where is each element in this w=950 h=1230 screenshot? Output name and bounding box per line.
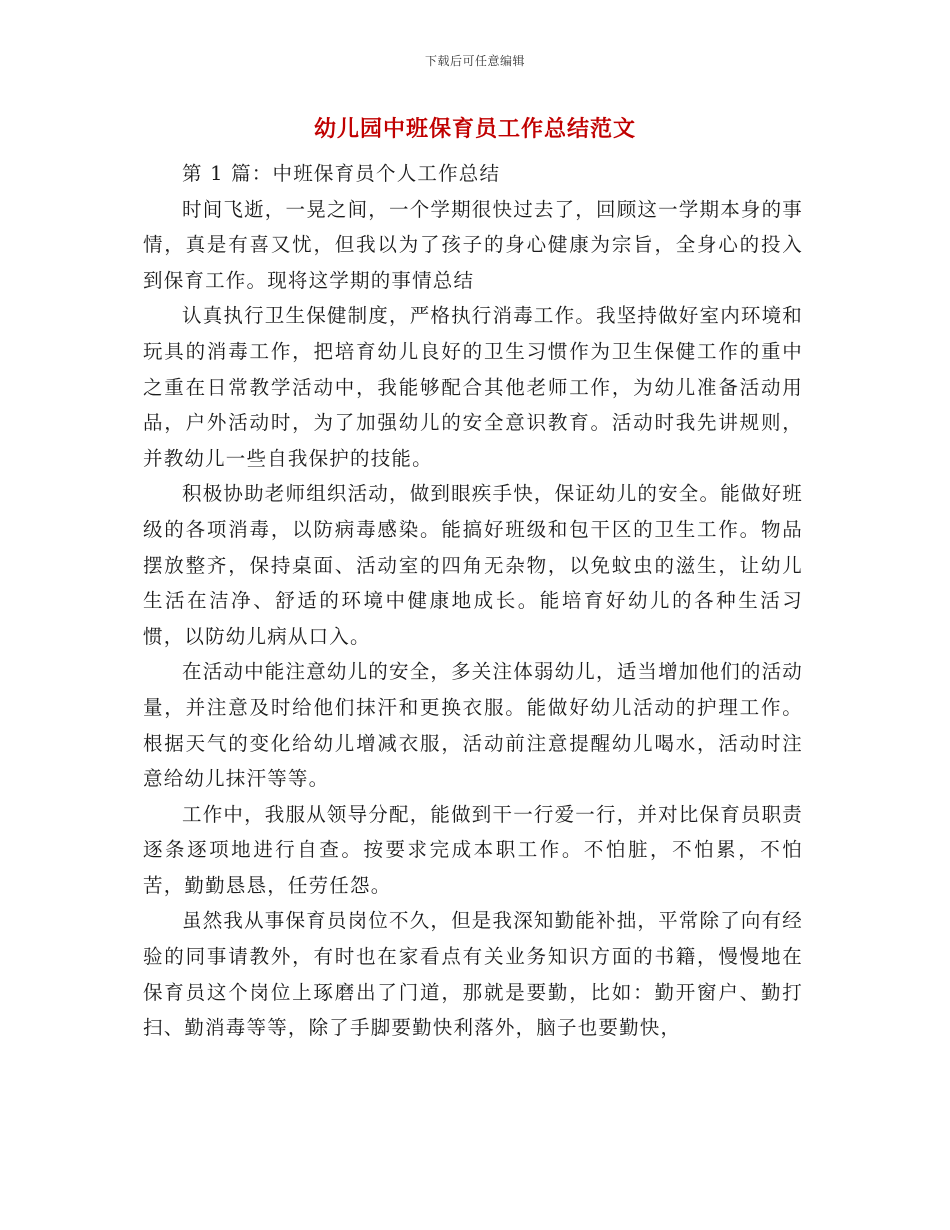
paragraph-3: 积极协助老师组织活动，做到眼疾手快，保证幼儿的安全。能做好班级的各项消毒，以防病毒感染。能搞好班级和包干区的卫生工作。物品摆放整齐，保持桌面、活动室的四角无杂物，以免蚊虫的滋生，让幼儿生活在洁净、舒适的环境中健康地成长。能培育好幼儿的各种生活习惯，以防幼儿病从口入。 [143,482,804,648]
header-note: 下载后可任意编辑 [424,54,525,68]
document-title: 幼儿园中班保育员工作总结范文 [313,116,636,142]
document-body [143,156,803,1046]
paragraph-6: 虽然我从事保育员岗位不久，但是我深知勤能补拙，平常除了向有经验的同事请教外，有时也在家看点有关业务知识方面的书籍，慢慢地在保育员这个岗位上琢磨出了门道，那就是要勤，比如：勤开窗户、勤打扫、勤消毒等等，除了手脚要勤快利落外，脑子也要勤快， [143,909,804,1040]
paragraph-2: 认真执行卫生保健制度，严格执行消毒工作。我坚持做好室内环境和玩具的消毒工作，把培育幼儿良好的卫生习惯作为卫生保健工作的重中之重在日常教学活动中，我能够配合其他老师工作，为幼儿准备活动用品，户外活动时，为了加强幼儿的安全意识教育。活动时我先讲规则，并教幼儿一些自我保护的技能。 [143,304,804,470]
paragraph-1: 时间飞逝，一晃之间，一个学期很快过去了，回顾这一学期本身的事情，真是有喜又忧，但我以为了孩子的身心健康为宗旨，全身心的投入到保育工作。现将这学期的事情总结 [143,197,804,292]
paragraph-5: 工作中，我服从领导分配，能做到干一行爱一行，并对比保育员职责逐条逐项地进行自查。按要求完成本职工作。不怕脏，不怕累，不怕苦，勤勤恳恳，任劳任怨。 [143,802,804,897]
paragraph-4: 在活动中能注意幼儿的安全，多关注体弱幼儿，适当增加他们的活动量，并注意及时给他们抹汗和更换衣服。能做好幼儿活动的护理工作。根据天气的变化给幼儿增减衣服，活动前注意提醒幼儿喝水，活动时注意给幼儿抹汗等等。 [143,660,804,791]
section-heading: 第 1 篇：中班保育员个人工作总结 [182,162,501,185]
